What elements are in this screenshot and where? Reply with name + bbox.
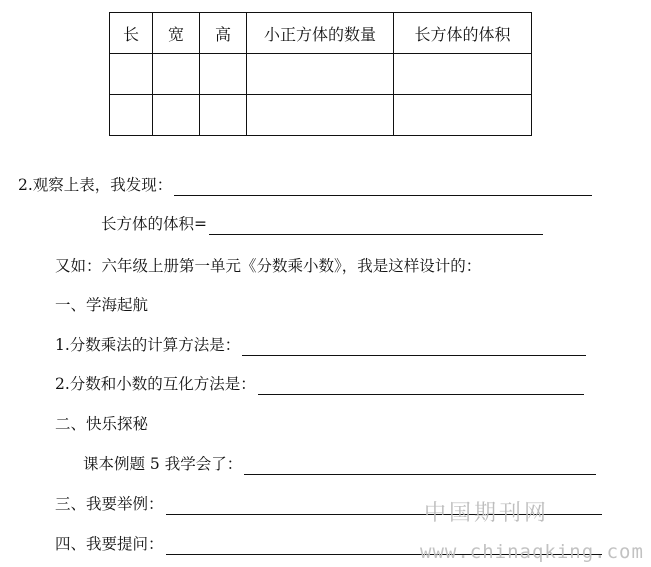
learned-line [83, 453, 596, 475]
section1-label: 一、学海起航 [55, 296, 149, 314]
table-cell[interactable] [110, 54, 153, 95]
observe-label: 2.观察上表，我发现： [18, 176, 173, 194]
table-cell[interactable] [200, 54, 247, 95]
header-volume: 长方体的体积 [394, 13, 532, 54]
section4-label: 四、我要提问： [55, 535, 164, 553]
table-header-row [110, 13, 532, 54]
section1-heading [55, 294, 148, 316]
table-cell[interactable] [153, 54, 200, 95]
q2-answer-blank[interactable] [258, 376, 584, 395]
q1-line [55, 334, 586, 356]
table-cell[interactable] [394, 54, 532, 95]
volume-label: 长方体的体积= [101, 215, 207, 233]
q2-line [55, 373, 584, 395]
q1-answer-blank[interactable] [242, 337, 586, 356]
volume-line [101, 213, 543, 235]
q1-label: 1.分数乘法的计算方法是： [55, 336, 241, 354]
learned-label: 课本例题 5 我学会了： [83, 455, 243, 473]
learned-answer-blank[interactable] [244, 456, 596, 475]
header-length: 长 [110, 13, 153, 54]
q2-label: 2.分数和小数的互化方法是： [55, 375, 256, 393]
header-width: 宽 [153, 13, 200, 54]
header-cube-count: 小正方体的数量 [247, 13, 394, 54]
data-table [109, 12, 532, 136]
watermark-name: 中国期刊网 [424, 501, 550, 526]
table-cell[interactable] [394, 95, 532, 136]
table-row [110, 95, 532, 136]
table-cell[interactable] [247, 95, 394, 136]
watermark-url: www.chinaqking.com [420, 541, 644, 563]
example-line [55, 255, 481, 277]
section2-heading [55, 413, 148, 435]
example-text: 又如：六年级上册第一单元《分数乘小数》，我是这样设计的： [55, 257, 482, 275]
table-row [110, 54, 532, 95]
volume-formula-blank[interactable] [209, 216, 543, 235]
table-cell[interactable] [153, 95, 200, 136]
section2-label: 二、快乐探秘 [55, 415, 149, 433]
table-cell[interactable] [110, 95, 153, 136]
section3-label: 三、我要举例： [55, 495, 164, 513]
table-cell[interactable] [200, 95, 247, 136]
table-cell[interactable] [247, 54, 394, 95]
header-height: 高 [200, 13, 247, 54]
observe-line [18, 174, 592, 196]
observe-answer-blank[interactable] [174, 177, 592, 196]
